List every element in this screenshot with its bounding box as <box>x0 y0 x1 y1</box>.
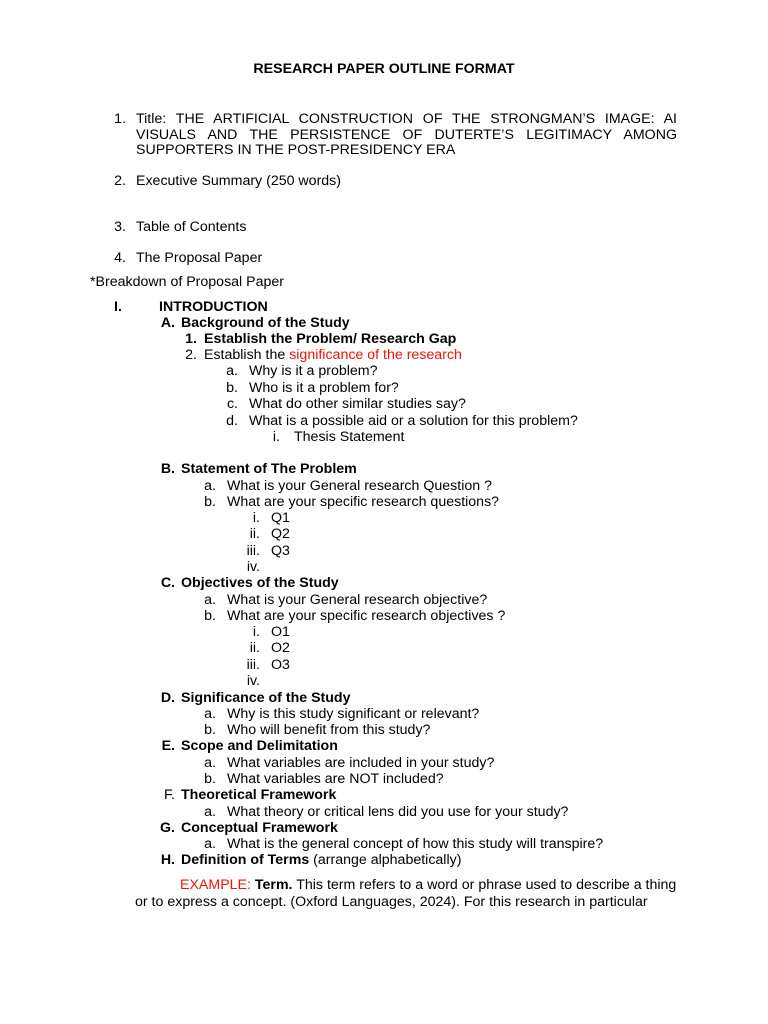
section-h-note: (arrange alphabetically) <box>309 852 462 868</box>
thesis-statement: Thesis Statement <box>294 429 405 445</box>
o-text-2: O2 <box>271 640 290 656</box>
establish-significance-item <box>204 347 462 363</box>
section-g-letter: G. <box>160 820 175 836</box>
item-2-number: 2. <box>185 347 197 363</box>
list-number-1: 1. <box>114 111 126 127</box>
o-marker-1: i. <box>252 624 260 640</box>
q-text-1: Q1 <box>271 510 290 526</box>
thesis-marker: i. <box>272 429 280 445</box>
d-sub-a-text: Why is this study significant or relevant? <box>227 706 480 722</box>
proposal-paper-item: The Proposal Paper <box>136 250 263 266</box>
d-sub-a-marker: a. <box>204 706 216 722</box>
o-marker-3: iii. <box>246 657 260 673</box>
significance-highlight: significance of the research <box>289 347 462 363</box>
q-marker-1: i. <box>252 510 260 526</box>
establish-problem-item: Establish the Problem/ Research Gap <box>204 331 457 347</box>
f-sub-a-text: What theory or critical lens did you use for your study? <box>227 804 569 820</box>
c-sub-b-text: What are your specific research objectives ? <box>227 608 506 624</box>
title-line-3: SUPPORTERS IN THE POST-PRESIDENCY ERA <box>136 142 456 158</box>
example-label: EXAMPLE: <box>180 877 255 893</box>
g-sub-a-marker: a. <box>204 836 216 852</box>
list-number-3: 3. <box>114 219 126 235</box>
q-marker-4: iv. <box>246 559 260 575</box>
section-h-line <box>181 852 461 868</box>
section-b-heading: Statement of The Problem <box>181 461 357 477</box>
sub-b-marker: b. <box>226 380 238 396</box>
o-marker-2: ii. <box>249 640 260 656</box>
sub-d-text: What is a possible aid or a solution for this problem? <box>249 413 578 429</box>
o-marker-4: iv. <box>246 673 260 689</box>
e-sub-b-text: What variables are NOT included? <box>227 771 444 787</box>
b-sub-a-text: What is your General research Question ? <box>227 478 492 494</box>
section-b-letter: B. <box>160 461 175 477</box>
q-text-2: Q2 <box>271 526 290 542</box>
example-definition: This term refers to a word or phrase used to describe a thing or to express a concept. (Oxford Languages, 2024). For this research in particular <box>135 877 677 910</box>
breakdown-heading: *Breakdown of Proposal Paper <box>90 274 285 290</box>
g-sub-a-text: What is the general concept of how this study will transpire? <box>227 836 604 852</box>
sub-a-text: Why is it a problem? <box>249 363 378 379</box>
section-e-letter: E. <box>161 738 175 754</box>
c-sub-a-marker: a. <box>204 592 216 608</box>
c-sub-b-marker: b. <box>204 608 216 624</box>
sub-c-marker: c. <box>226 396 238 412</box>
executive-summary-item: Executive Summary (250 words) <box>136 173 341 189</box>
section-g-heading: Conceptual Framework <box>181 820 338 836</box>
introduction-heading: INTRODUCTION <box>159 299 268 315</box>
list-number-4: 4. <box>114 250 126 266</box>
example-term: Term. <box>254 877 293 893</box>
section-a-letter: A. <box>160 315 175 331</box>
o-text-3: O3 <box>271 657 290 673</box>
sub-a-marker: a. <box>226 363 238 379</box>
section-d-letter: D. <box>160 690 175 706</box>
b-sub-a-marker: a. <box>204 478 216 494</box>
d-sub-b-marker: b. <box>204 722 216 738</box>
section-numeral-1: I. <box>114 299 122 315</box>
list-number-2: 2. <box>114 173 126 189</box>
sub-b-text: Who is it a problem for? <box>249 380 399 396</box>
q-text-3: Q3 <box>271 543 290 559</box>
title-line-2: VISUALS AND THE PERSISTENCE OF DUTERTE’S LEGITIMACY AMONG <box>136 127 677 143</box>
document-title: RESEARCH PAPER OUTLINE FORMAT <box>253 61 515 77</box>
section-a-heading: Background of the Study <box>181 315 350 331</box>
section-e-heading: Scope and Delimitation <box>181 738 338 754</box>
section-h-heading: Definition of Terms <box>181 852 310 868</box>
table-of-contents-item: Table of Contents <box>136 219 247 235</box>
section-h-letter: H. <box>160 852 175 868</box>
e-sub-a-marker: a. <box>204 755 216 771</box>
sub-d-marker: d. <box>226 413 238 429</box>
item-1-number: 1. <box>185 331 197 347</box>
q-marker-2: ii. <box>249 526 260 542</box>
e-sub-a-text: What variables are included in your study? <box>227 755 495 771</box>
sub-c-text: What do other similar studies say? <box>249 396 466 412</box>
title-line-1: Title: THE ARTIFICIAL CONSTRUCTION OF THE STRONGMAN’S IMAGE: AI <box>136 111 677 127</box>
d-sub-b-text: Who will benefit from this study? <box>227 722 431 738</box>
f-sub-a-marker: a. <box>204 804 216 820</box>
section-c-heading: Objectives of the Study <box>181 575 339 591</box>
establish-prefix: Establish the <box>204 347 290 363</box>
o-text-1: O1 <box>271 624 290 640</box>
section-d-heading: Significance of the Study <box>181 690 351 706</box>
e-sub-b-marker: b. <box>204 771 216 787</box>
section-f-letter: F. <box>163 787 175 803</box>
q-marker-3: iii. <box>246 543 260 559</box>
c-sub-a-text: What is your General research objective? <box>227 592 488 608</box>
b-sub-b-text: What are your specific research questions? <box>227 494 500 510</box>
section-c-letter: C. <box>160 575 175 591</box>
example-paragraph <box>135 877 680 911</box>
section-f-heading: Theoretical Framework <box>181 787 337 803</box>
b-sub-b-marker: b. <box>204 494 216 510</box>
